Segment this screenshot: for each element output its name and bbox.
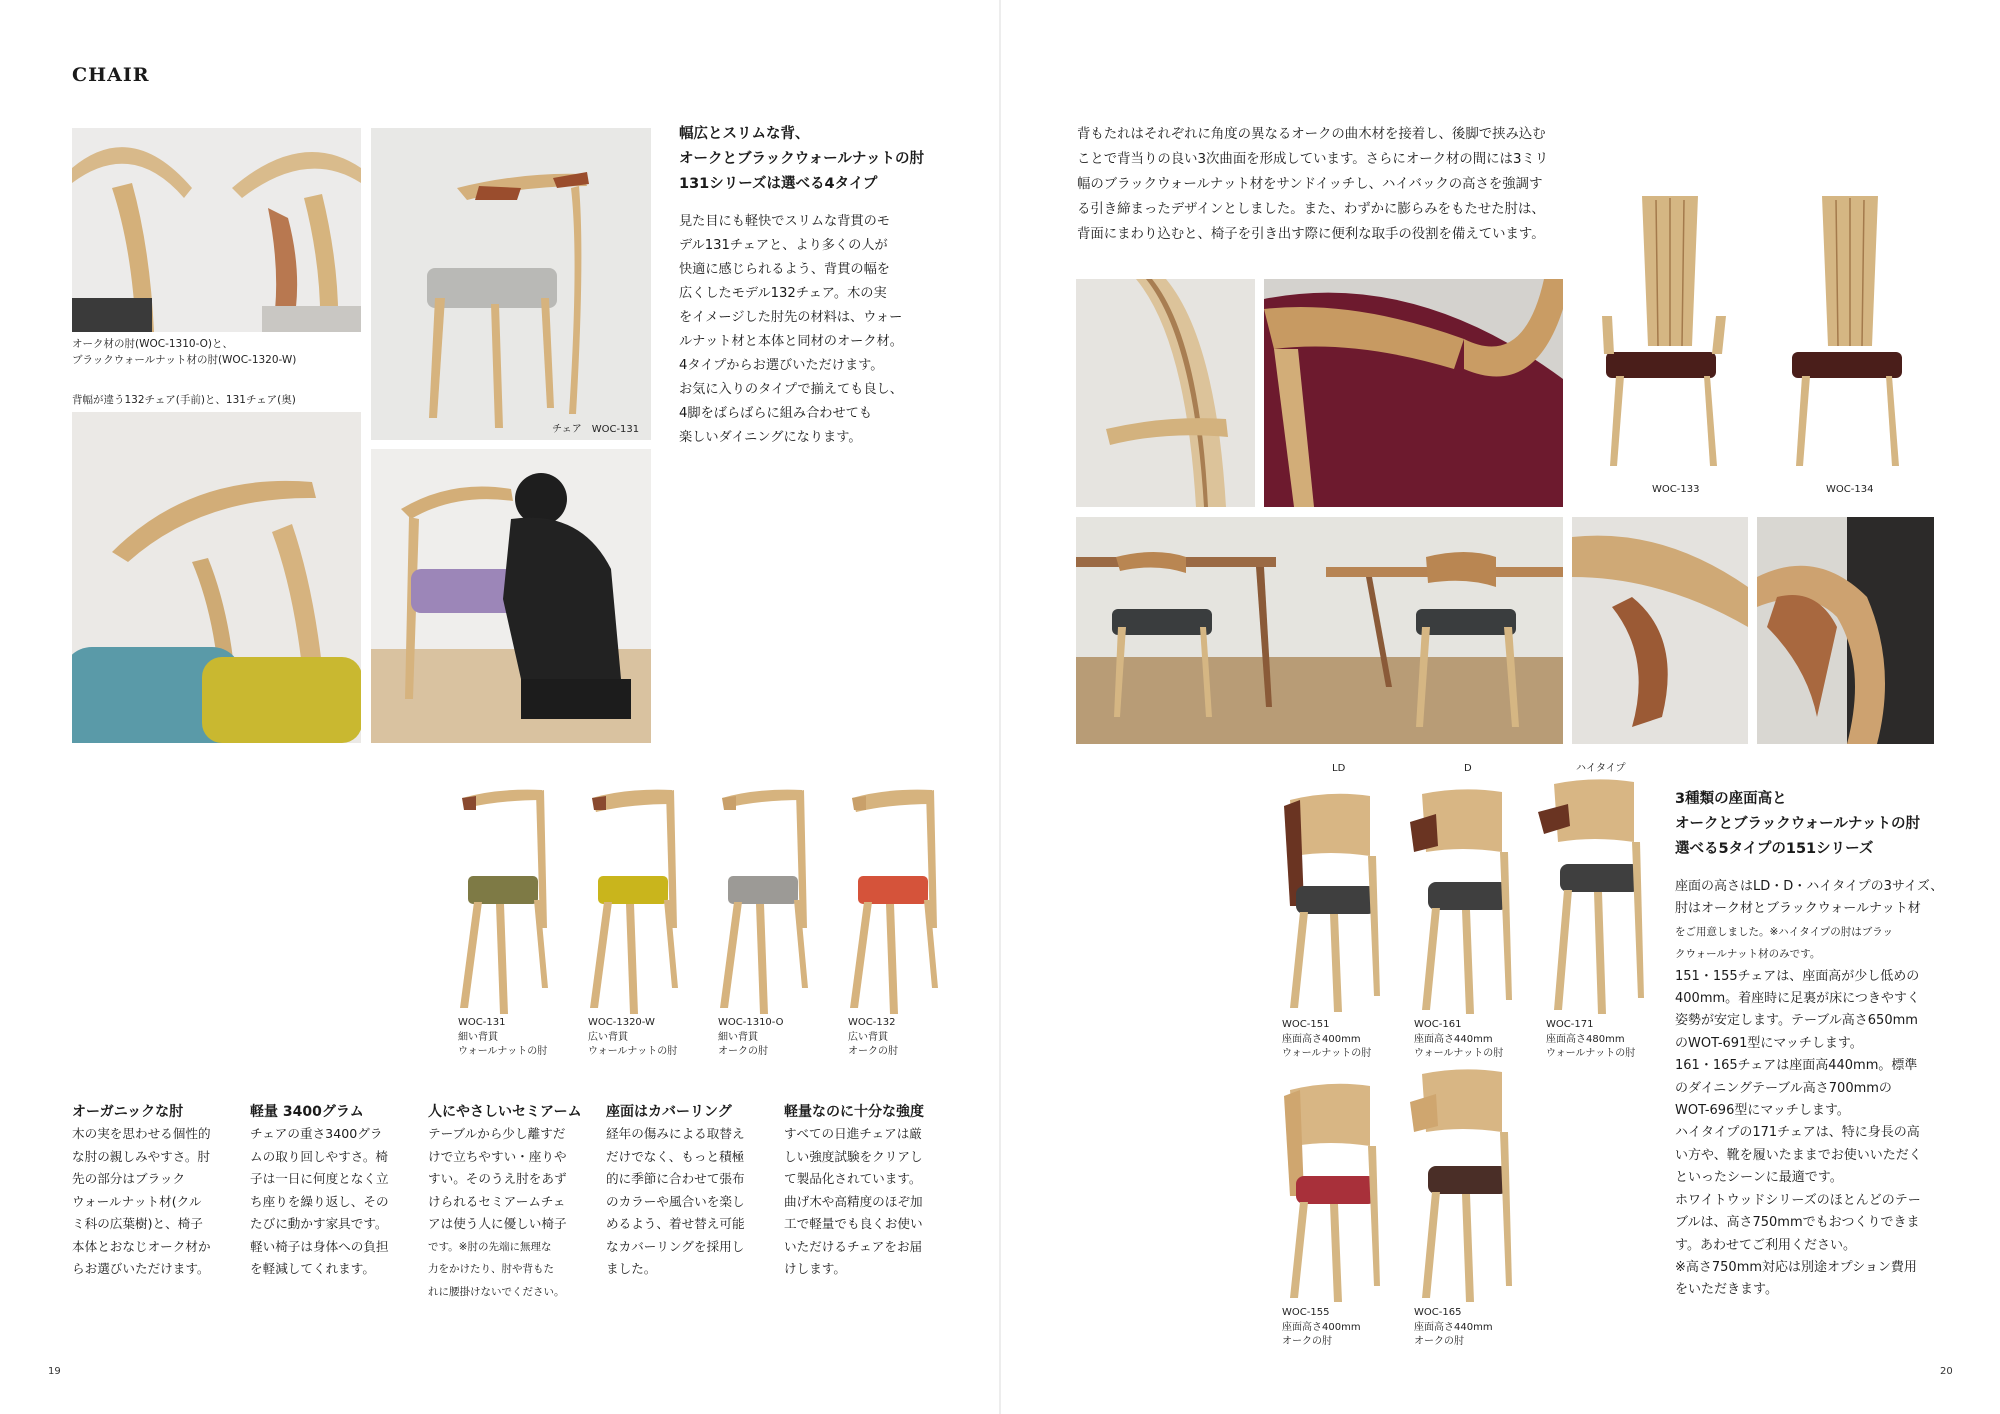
chair-155-image [1270, 1076, 1400, 1308]
chair-model: WOC-155 [1282, 1307, 1330, 1318]
body-line: 400mm。着座時に足裏が床につきやすく [1675, 991, 1920, 1007]
body-line: 4脚をばらばらに組み合わせても [679, 406, 873, 421]
chair-arm: ウォールナットの肘 [1414, 1048, 1504, 1059]
feature-line: ミ科の広葉樹)と、椅子 [72, 1216, 203, 1231]
chair-height: 座面高さ400mm [1282, 1033, 1361, 1045]
body-line: す。あわせてご利用ください。 [1675, 1237, 1856, 1253]
body-line: といったシーンに最適です。 [1675, 1170, 1843, 1186]
chair-model: WOC-161 [1414, 1019, 1462, 1030]
photo-highback-chairs [1572, 176, 1934, 494]
caption-backs: 背幅が違う132チェア(手前)と、131チェア(奥) [72, 394, 296, 406]
feature-line: らお選びいただけます。 [72, 1261, 210, 1276]
feature-title: 座面はカバーリング [606, 1104, 732, 1120]
feature-line: ウォールナット材(クル [72, 1193, 202, 1209]
chair-161-label [1414, 1018, 1503, 1062]
variant-label [588, 1016, 677, 1060]
variant-chair-image [452, 778, 582, 1018]
photo-backrest-side [1076, 279, 1255, 507]
variant-chair-image [712, 778, 842, 1018]
feature-line: テーブルから少し離すだ [428, 1126, 566, 1141]
body-line: 肘はオーク材とブラックウォールナット材 [1675, 901, 1921, 917]
page-number-right: 20 [1940, 1366, 1953, 1377]
chair-151-image [1270, 786, 1400, 1018]
body-line: デル131チェアと、より多くの人が [679, 238, 888, 253]
body-line: をご用意しました。※ハイタイプの肘はブラッ [1675, 925, 1894, 938]
body-line: クウォールナット材のみです。 [1675, 948, 1821, 961]
variant-model: WOC-132 [848, 1017, 896, 1028]
body-line: 快適に感じられるよう、背貫の幅を [679, 262, 890, 277]
variant-back: 広い背貫 [848, 1031, 888, 1043]
intro-line: る引き締まったデザインとしました。また、わずかに膨らみをもたせた肘は、 [1077, 202, 1545, 217]
headline-131-series [679, 122, 924, 197]
body-line: 楽しいダイニングになります。 [679, 430, 862, 445]
body-line: 4タイプからお選びいただけます。 [679, 358, 884, 373]
variant-chair-image [582, 778, 712, 1018]
feature-line: けで立ちやすい・座りや [428, 1148, 567, 1164]
feature-line: すい。そのうえ肘をあず [428, 1171, 567, 1186]
variant-model: WOC-1320-W [588, 1017, 655, 1028]
section-title: CHAIR [72, 64, 150, 86]
intro-line: 背面にまわり込むと、椅子を引き出す際に便利な取手の役割を備えています。 [1077, 227, 1545, 242]
body-line: 見た目にも軽快でスリムな背貫のモ [679, 214, 890, 229]
feature-line: 子は一日に何度となく立 [250, 1171, 389, 1186]
body-line: 座面の高さはLD・D・ハイタイプの3サイズ、 [1675, 879, 1944, 894]
body-line: をいただきます。 [1675, 1282, 1778, 1298]
feature-body [784, 1123, 923, 1281]
chair-171-label [1546, 1018, 1635, 1062]
variant-back: 広い背貫 [588, 1031, 628, 1043]
feature-line: ムの取り回しやすさ。椅 [250, 1148, 389, 1164]
photo-back-handle [1572, 517, 1748, 744]
chair-height: 座面高さ400mm [1282, 1321, 1361, 1333]
feature-line: 先の部分はブラック [72, 1171, 186, 1186]
variant-chair-image [842, 778, 972, 1018]
feature-title: 軽量なのに十分な強度 [784, 1104, 924, 1120]
feature-line: て製品化されています。 [784, 1171, 922, 1186]
body-131-series [679, 210, 903, 450]
body-line: ホワイトウッドシリーズのほとんどのテー [1675, 1192, 1921, 1208]
chair-171-image [1534, 776, 1664, 1018]
feature-line: 木の実を思わせる個性的 [72, 1126, 211, 1141]
variant-arm: オークの肘 [848, 1046, 898, 1057]
chair-model: WOC-165 [1414, 1307, 1462, 1318]
body-line: 161・165チェアは座面高440mm。標準 [1675, 1058, 1918, 1074]
height-header-ld: LD [1332, 763, 1346, 774]
feature-line: なカバーリングを採用し [606, 1238, 745, 1254]
photo-red-seat-closeup [1264, 279, 1563, 507]
variant-back: 細い背貫 [718, 1031, 758, 1043]
body-line: お気に入りのタイプで揃えても良し、 [679, 382, 903, 397]
caption-chair-woc-131: チェア WOC-131 [552, 424, 640, 435]
feature-line: チェアの重さ3400グラ [250, 1126, 383, 1141]
feature-body [72, 1123, 211, 1281]
feature-title: 軽量 3400グラム [250, 1104, 364, 1120]
feature-line: ち座りを繰り返し、その [250, 1193, 389, 1209]
feature-line: 工で軽量でも良くお使い [784, 1216, 923, 1231]
feature-line: だけでなく、もっと積極 [606, 1148, 745, 1164]
height-header-d: D [1464, 763, 1472, 774]
feature-line: 曲げ木や高精度のほぞ加 [784, 1193, 923, 1209]
feature-line: しい強度試験をクリアし [784, 1148, 923, 1164]
variant-model: WOC-1310-O [718, 1017, 784, 1028]
chair-height: 座面高さ440mm [1414, 1321, 1493, 1333]
body-line: ルナット材と本体と同材のオーク材。 [679, 334, 903, 349]
intro-line: ことで背当りの良い3次曲面を形成しています。さらにオーク材の間には3ミリ [1077, 152, 1549, 167]
feature-body [606, 1123, 745, 1281]
headline-line: 幅広とスリムな背、 [679, 126, 810, 142]
chair-height: 座面高さ480mm [1546, 1033, 1625, 1045]
feature-line: いただけるチェアをお届 [784, 1238, 923, 1254]
variant-arm: ウォールナットの肘 [588, 1046, 678, 1057]
variant-label [848, 1016, 898, 1060]
variant-arm: ウォールナットの肘 [458, 1046, 548, 1057]
feature-body [428, 1123, 567, 1303]
headline-151-series [1675, 787, 1920, 862]
variant-label [458, 1016, 547, 1060]
chair-165-label [1414, 1306, 1493, 1350]
feature-line: けします。 [784, 1261, 846, 1276]
chair-161-image [1402, 786, 1532, 1018]
variant-arm: オークの肘 [718, 1046, 768, 1057]
intro-line: 幅のブラックウォールナット材をサンドイッチし、ハイバックの高さを強調す [1077, 177, 1543, 192]
caption-line: ブラックウォールナット材の肘(WOC-1320-W) [72, 354, 297, 366]
photo-chair-woc-131 [371, 128, 651, 440]
spread-gutter [999, 0, 1001, 1414]
feature-line: ました。 [606, 1261, 657, 1276]
headline-line: オークとブラックウォールナットの肘 [1675, 816, 1921, 832]
body-line: い方や、靴を履いたままでお使いいただく [1675, 1147, 1922, 1163]
headline-line: オークとブラックウォールナットの肘 [679, 151, 925, 167]
body-line: 広くしたモデル132チェア。木の実 [679, 286, 887, 301]
variant-back: 細い背貫 [458, 1031, 498, 1043]
feature-line: 的に季節に合わせて張布 [606, 1171, 745, 1186]
page-number-left: 19 [48, 1366, 61, 1377]
chair-model: WOC-151 [1282, 1019, 1330, 1030]
variant-model: WOC-131 [458, 1017, 506, 1028]
intro-highback [1077, 122, 1548, 247]
feature-line: けられるセミアームチェ [428, 1193, 566, 1209]
chair-155-label [1282, 1306, 1361, 1350]
feature-line: めるよう、着せ替え可能 [606, 1216, 745, 1231]
feature-line: 本体とおなじオーク材か [72, 1238, 211, 1254]
headline-line: 選べる5タイプの151シリーズ [1675, 841, 1874, 857]
headline-line: 131シリーズは選べる4タイプ [679, 176, 878, 192]
body-line: をイメージした肘先の材料は、ウォー [679, 310, 903, 325]
photo-chair-backs [72, 412, 361, 743]
feature-line: 軽い椅子は身体への負担 [250, 1238, 389, 1254]
chair-arm: オークの肘 [1282, 1336, 1332, 1347]
headline-line: 3種類の座面高と [1675, 791, 1787, 807]
body-line: 姿勢が安定します。テーブル高さ650mm [1675, 1013, 1918, 1029]
height-header-high: ハイタイプ [1576, 763, 1626, 774]
feature-line: 経年の傷みによる取替え [606, 1126, 745, 1141]
feature-title: オーガニックな肘 [72, 1104, 184, 1120]
photo-cover-fitting [371, 449, 651, 743]
chair-151-label [1282, 1018, 1371, 1062]
chair-arm: ウォールナットの肘 [1546, 1048, 1636, 1059]
chair-arm: ウォールナットの肘 [1282, 1048, 1372, 1059]
feature-line: アは使う人に優しい椅子 [428, 1216, 567, 1231]
feature-line: です。※肘の先端に無理な [428, 1240, 552, 1253]
body-line: ブルは、高さ750mmでもおつくりできま [1675, 1215, 1920, 1231]
feature-title: 人にやさしいセミアーム [428, 1104, 582, 1120]
feature-line: のカラーや風合いを楽し [606, 1193, 745, 1209]
body-line: WOT-696型にマッチします。 [1675, 1103, 1850, 1119]
photo-dining-scene [1076, 517, 1563, 744]
feature-line: な肘の親しみやすさ。肘 [72, 1148, 211, 1164]
body-151-series [1675, 876, 1943, 1302]
photo-armrest-leather [1757, 517, 1934, 744]
chair-height: 座面高さ440mm [1414, 1033, 1493, 1045]
caption-armrests [72, 336, 296, 368]
variant-label [718, 1016, 784, 1060]
feature-line: れに腰掛けないでください。 [428, 1285, 565, 1298]
chair-arm: オークの肘 [1414, 1336, 1464, 1347]
body-line: のWOT-691型にマッチします。 [1675, 1035, 1863, 1051]
feature-line: を軽減してくれます。 [250, 1261, 375, 1276]
caption-line: オーク材の肘(WOC-1310-O)と、 [72, 338, 234, 350]
feature-line: たびに動かす家具です。 [250, 1216, 388, 1231]
label-highback-2: WOC-134 [1826, 484, 1874, 495]
body-line: ハイタイプの171チェアは、特に身長の高 [1675, 1125, 1920, 1141]
feature-line: すべての日進チェアは厳 [784, 1126, 922, 1141]
body-line: ※高さ750mm対応は別途オプション費用 [1675, 1259, 1917, 1275]
body-line: 151・155チェアは、座面高が少し低めの [1675, 968, 1920, 984]
intro-line: 背もたれはそれぞれに角度の異なるオークの曲木材を接着し、後脚で挟み込む [1077, 127, 1546, 142]
chair-model: WOC-171 [1546, 1019, 1594, 1030]
label-highback-1: WOC-133 [1652, 484, 1700, 495]
photo-armrests-closeup [72, 128, 361, 332]
feature-body [250, 1123, 389, 1281]
body-line: のダイニングテーブル高さ700mmの [1675, 1080, 1892, 1096]
chair-165-image [1402, 1066, 1532, 1308]
feature-line: 力をかけたり、肘や背もた [428, 1263, 554, 1275]
